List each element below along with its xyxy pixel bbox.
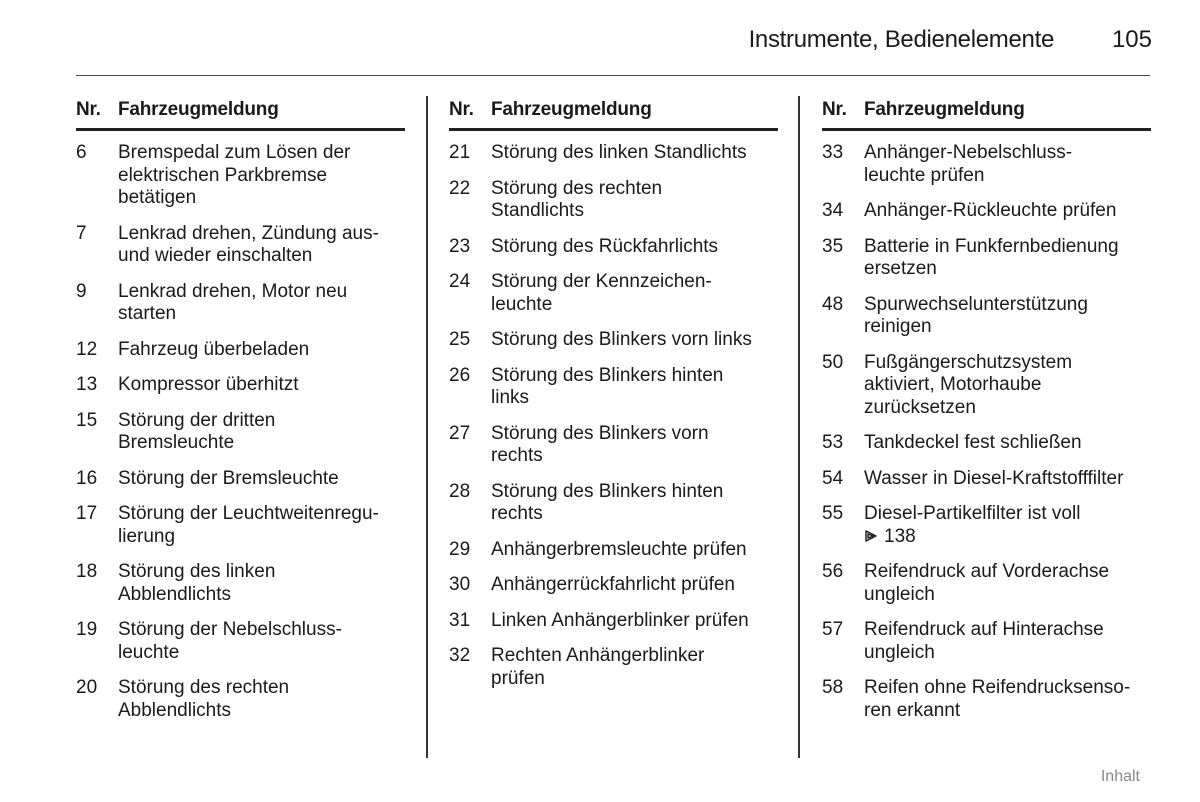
message-text	[118, 410, 405, 455]
message-number: 25	[449, 329, 471, 350]
message-text	[491, 365, 778, 410]
message-row	[822, 432, 1151, 455]
message-text	[118, 142, 405, 210]
message-text-body: Störung der dritten Bremsleuchte	[118, 409, 276, 453]
message-row	[76, 561, 405, 606]
message-text	[491, 423, 778, 468]
column-divider	[798, 96, 800, 758]
message-number: 6	[76, 142, 87, 163]
message-text	[491, 271, 778, 316]
contents-link[interactable]: Inhalt	[1100, 768, 1140, 785]
message-row	[76, 223, 405, 268]
reference-page-number: 138	[884, 525, 916, 547]
message-text-body: Störung des Rückfahrlichts	[491, 235, 719, 257]
message-text-body: Störung des Blinkers hinten rechts	[491, 480, 724, 524]
message-text-body: Störung der Nebelschluss- leuchte	[118, 619, 342, 663]
message-row	[822, 142, 1151, 187]
message-number: 20	[76, 677, 98, 698]
message-number: 53	[822, 432, 844, 453]
message-row	[449, 610, 778, 633]
message-text	[118, 503, 405, 548]
page-reference-arrow-icon	[864, 529, 878, 543]
message-text	[864, 432, 1151, 455]
message-text	[864, 142, 1151, 187]
message-text-body: Störung der Kennzeichen- leuchte	[491, 271, 712, 315]
message-number: 23	[449, 235, 471, 257]
message-row	[822, 236, 1151, 281]
message-text-body: Störung des linken Standlichts	[491, 142, 747, 163]
message-text	[491, 142, 778, 165]
message-text	[864, 619, 1151, 664]
message-text-body: Reifendruck auf Vorderachse ungleich	[864, 561, 1110, 605]
message-text	[491, 481, 778, 526]
message-text	[864, 236, 1151, 281]
message-row	[449, 142, 778, 165]
header-nr: Nr.	[822, 99, 847, 120]
message-number: 24	[449, 271, 471, 292]
message-number: 35	[822, 235, 844, 257]
message-number: 18	[76, 561, 98, 582]
message-text-body: Anhängerrückfahrlicht prüfen	[491, 574, 735, 595]
message-number: 21	[449, 142, 471, 163]
message-text-body: Störung des rechten Standlichts	[491, 177, 663, 221]
message-text	[491, 236, 778, 259]
message-number: 33	[822, 142, 844, 163]
message-text	[118, 281, 405, 326]
message-number: 29	[449, 538, 471, 560]
message-text	[491, 574, 778, 597]
message-number: 19	[76, 619, 98, 640]
table-header	[76, 99, 405, 131]
message-row	[76, 503, 405, 548]
message-row	[76, 619, 405, 664]
entry-list	[76, 142, 405, 722]
message-row	[76, 468, 405, 491]
message-text	[864, 294, 1151, 339]
message-row	[449, 574, 778, 597]
message-text-body: Fußgängerschutzsystem aktiviert, Motorhaube zurücksetzen	[864, 351, 1073, 418]
entry-list	[822, 142, 1151, 722]
message-text	[491, 610, 778, 633]
message-column-2	[449, 99, 778, 703]
message-number: 9	[76, 280, 87, 302]
message-text	[864, 200, 1151, 223]
message-number: 27	[449, 422, 471, 444]
header-message: Fahrzeugmeldung	[864, 99, 1025, 120]
message-row	[449, 365, 778, 410]
message-text	[118, 468, 405, 491]
message-text-body: Anhänger-Nebelschluss- leuchte prüfen	[864, 142, 1073, 186]
message-text	[491, 645, 778, 690]
message-text	[864, 468, 1151, 491]
message-number: 58	[822, 677, 844, 698]
message-text-body: Bremspedal zum Lösen der elektrischen Parkbremse betätigen	[118, 142, 351, 208]
message-text-body: Störung des linken Abblendlichts	[118, 561, 276, 605]
message-number: 16	[76, 467, 98, 489]
message-number: 55	[822, 503, 844, 524]
message-text	[118, 374, 405, 397]
header-nr: Nr.	[449, 99, 474, 120]
message-text	[118, 339, 405, 362]
section-title: Instrumente, Bedienelemente	[748, 26, 1054, 53]
message-text-body: Lenkrad drehen, Motor neu starten	[118, 280, 348, 324]
message-text	[118, 677, 405, 722]
message-text-body: Störung des Blinkers vorn links	[491, 329, 752, 350]
message-text	[118, 223, 405, 268]
message-text-body: Batterie in Funkfernbedienung ersetzen	[864, 235, 1119, 279]
table-header	[822, 99, 1151, 131]
message-text	[491, 539, 778, 562]
entry-list	[449, 142, 778, 690]
message-number: 28	[449, 480, 471, 502]
message-number: 15	[76, 409, 98, 431]
message-text-body: Störung des Blinkers vorn rechts	[491, 422, 709, 466]
message-text-body: Linken Anhängerblinker prüfen	[491, 609, 749, 631]
message-text-body: Fahrzeug überbeladen	[118, 338, 310, 360]
page-reference-link[interactable]	[864, 526, 916, 547]
message-row	[822, 352, 1151, 420]
message-number: 50	[822, 351, 844, 373]
header-message: Fahrzeugmeldung	[491, 99, 652, 120]
message-row	[822, 677, 1151, 722]
header-message: Fahrzeugmeldung	[118, 99, 279, 120]
message-row	[76, 410, 405, 455]
message-column-3	[822, 99, 1151, 735]
message-row	[822, 503, 1151, 548]
message-row	[449, 178, 778, 223]
message-row	[76, 142, 405, 210]
message-text-body: Diesel-Partikelfilter ist voll	[864, 503, 1081, 524]
header-nr: Nr.	[76, 99, 101, 120]
message-text-body: Störung der Leuchtweitenregu- lierung	[118, 503, 379, 547]
message-text-body: Störung des Blinkers hinten links	[491, 364, 724, 408]
message-number: 57	[822, 619, 844, 640]
message-number: 32	[449, 645, 471, 666]
message-row	[76, 374, 405, 397]
message-text	[864, 677, 1151, 722]
message-text-body: Wasser in Diesel-Kraftstofffilter	[864, 467, 1124, 489]
message-number: 12	[76, 338, 98, 360]
message-row	[449, 329, 778, 352]
message-number: 26	[449, 364, 471, 386]
message-row	[449, 271, 778, 316]
message-text	[864, 503, 1151, 548]
message-number: 17	[76, 503, 98, 524]
message-row	[822, 619, 1151, 664]
message-number: 56	[822, 561, 844, 582]
message-text	[118, 561, 405, 606]
message-number: 48	[822, 293, 844, 315]
message-row	[449, 236, 778, 259]
message-text	[864, 352, 1151, 420]
message-text-body: Anhänger-Rückleuchte prüfen	[864, 200, 1117, 221]
message-number: 54	[822, 467, 844, 489]
message-number: 31	[449, 609, 471, 631]
table-header	[449, 99, 778, 131]
page-number: 105	[1111, 26, 1152, 53]
message-text	[491, 329, 778, 352]
message-row	[822, 294, 1151, 339]
message-row	[822, 200, 1151, 223]
message-row	[76, 339, 405, 362]
message-number: 7	[76, 222, 87, 244]
message-text-body: Reifendruck auf Hinterachse ungleich	[864, 619, 1104, 663]
message-text-body: Tankdeckel fest schließen	[864, 432, 1082, 453]
message-number: 13	[76, 374, 98, 395]
message-number: 30	[449, 574, 471, 595]
message-text-body: Anhängerbremsleuchte prüfen	[491, 538, 747, 560]
column-divider	[426, 96, 428, 758]
message-number: 22	[449, 177, 471, 199]
message-row	[449, 481, 778, 526]
message-text-body: Rechten Anhängerblinker prüfen	[491, 645, 705, 689]
message-text-body: Störung der Bremsleuchte	[118, 467, 339, 489]
message-text-body: Spurwechselunterstützung reinigen	[864, 293, 1088, 337]
message-text	[491, 178, 778, 223]
message-row	[449, 423, 778, 468]
message-column-1	[76, 99, 405, 735]
message-row	[449, 645, 778, 690]
message-number: 34	[822, 200, 844, 221]
message-row	[449, 539, 778, 562]
message-text-body: Kompressor überhitzt	[118, 374, 299, 395]
message-text-body: Reifen ohne Reifendrucksenso- ren erkannt	[864, 677, 1131, 721]
message-row	[76, 677, 405, 722]
message-row	[822, 468, 1151, 491]
message-row	[76, 281, 405, 326]
message-text	[864, 561, 1151, 606]
message-row	[822, 561, 1151, 606]
message-text-body: Störung des rechten Abblendlichts	[118, 677, 290, 721]
message-text	[118, 619, 405, 664]
message-text-body: Lenkrad drehen, Zündung aus- und wieder einschalten	[118, 222, 379, 266]
header-divider	[76, 75, 1150, 76]
